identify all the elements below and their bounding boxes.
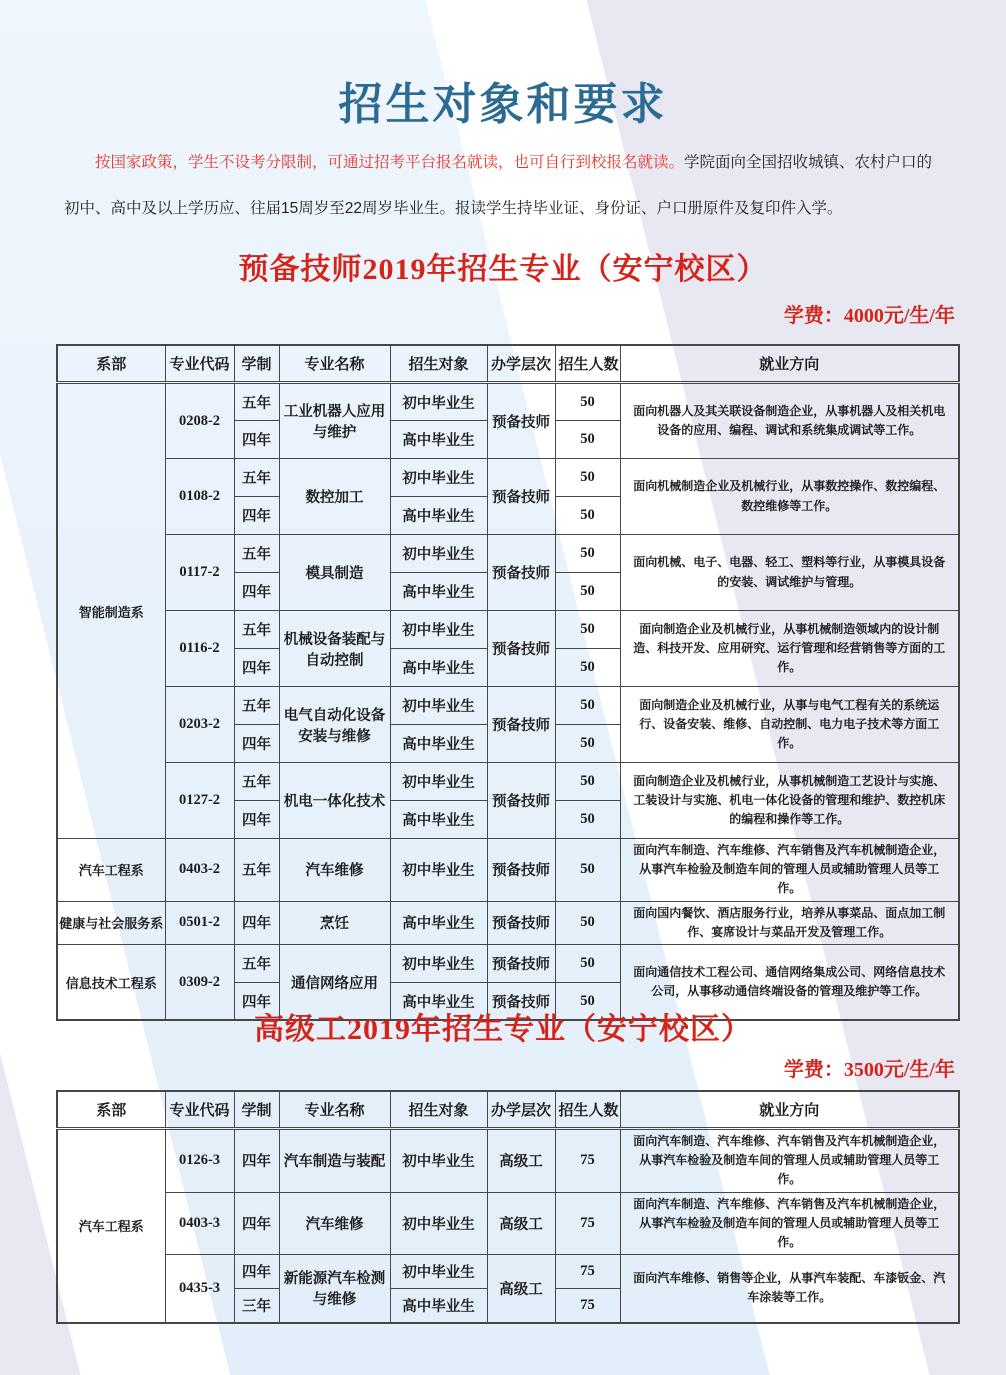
table-cell: 0108-2: [165, 459, 234, 535]
table-cell: 初中毕业生: [390, 1255, 487, 1289]
table-cell: 预备技师: [487, 839, 555, 902]
table-cell: 预备技师: [487, 982, 555, 1020]
table-cell: 预备技师: [487, 535, 555, 611]
department-cell: 汽车工程系: [57, 1129, 165, 1323]
table-cell: 75: [555, 1192, 620, 1255]
header-cell: 学制: [234, 345, 279, 383]
table-cell: 汽车维修: [279, 1192, 390, 1255]
table-cell: 五年: [234, 611, 279, 649]
table-cell: 初中毕业生: [390, 944, 487, 982]
table-cell: 0208-2: [165, 383, 234, 459]
employment-direction-cell: 面向制造企业及机械行业，从事机械制造领域内的设计制造、科技开发、应用研究、运行管理和经营销售等方面的工作。: [620, 611, 959, 687]
employment-direction-cell: 面向制造企业及机械行业，从事机械制造工艺设计与实施、工装设计与实施、机电一体化设备的管理和维护、数控机床的编程和操作等工作。: [620, 763, 959, 839]
table-cell: 初中毕业生: [390, 535, 487, 573]
table-cell: 四年: [234, 801, 279, 839]
table-cell: 0116-2: [165, 611, 234, 687]
table-cell: 50: [555, 901, 620, 944]
table-cell: 50: [555, 573, 620, 611]
table-cell: 初中毕业生: [390, 1192, 487, 1255]
table-cell: 五年: [234, 459, 279, 497]
table-cell: 50: [555, 649, 620, 687]
department-cell: 信息技术工程系: [57, 944, 165, 1020]
table-cell: 0127-2: [165, 763, 234, 839]
table-cell: 0203-2: [165, 687, 234, 763]
table-cell: 高中毕业生: [390, 649, 487, 687]
table-row: [57, 763, 959, 801]
table-cell: 五年: [234, 535, 279, 573]
table-cell: 四年: [234, 1255, 279, 1289]
table-cell: 初中毕业生: [390, 611, 487, 649]
table-cell: 0309-2: [165, 944, 234, 1020]
table-cell: 高级工: [487, 1255, 555, 1323]
table-cell: 0117-2: [165, 535, 234, 611]
table-cell: 高级工: [487, 1192, 555, 1255]
table-row: [57, 535, 959, 573]
employment-direction-cell: 面向汽车制造、汽车维修、汽车销售及汽车机械制造企业，从事汽车检验及制造车间的管理人员或辅助管理人员等工作。: [620, 839, 959, 902]
table-cell: 高级工: [487, 1129, 555, 1193]
tuition-fee-preparatory: 学费：4000元/生/年: [783, 305, 955, 327]
table-cell: 四年: [234, 573, 279, 611]
table-cell: 50: [555, 459, 620, 497]
table-cell: 四年: [234, 497, 279, 535]
table-cell: 五年: [234, 944, 279, 982]
table-cell: 50: [555, 801, 620, 839]
admission-table-senior: [56, 1090, 960, 1324]
table-cell: 汽车制造与装配: [279, 1129, 390, 1193]
table-cell: 75: [555, 1289, 620, 1323]
header-cell: 招生对象: [390, 1091, 487, 1129]
table-row: [57, 459, 959, 497]
table-row: [57, 1192, 959, 1255]
table-cell: 0501-2: [165, 901, 234, 944]
table-cell: 50: [555, 687, 620, 725]
header-cell: 招生对象: [390, 345, 487, 383]
header-cell: 就业方向: [620, 345, 959, 383]
table-cell: 工业机器人应用与维护: [279, 383, 390, 459]
table-cell: 预备技师: [487, 383, 555, 459]
department-cell: 健康与社会服务系: [57, 901, 165, 944]
table-cell: 四年: [234, 1192, 279, 1255]
table-cell: 初中毕业生: [390, 839, 487, 902]
table-cell: 初中毕业生: [390, 687, 487, 725]
header-cell: 专业名称: [279, 1091, 390, 1129]
header-cell: 就业方向: [620, 1091, 959, 1129]
section-title-senior-worker: 高级工2019年招生专业（安宁校区）: [254, 1013, 752, 1046]
employment-direction-cell: 面向汽车制造、汽车维修、汽车销售及汽车机械制造企业，从事汽车检验及制造车间的管理人员或辅助管理人员等工作。: [620, 1192, 959, 1255]
table-cell: 预备技师: [487, 459, 555, 535]
table-cell: 通信网络应用: [279, 944, 390, 1020]
table-cell: 50: [555, 839, 620, 902]
admission-table-preparatory: [56, 344, 960, 1021]
header-cell: 招生人数: [555, 1091, 620, 1129]
table-cell: 预备技师: [487, 901, 555, 944]
tuition-fee-senior: 学费：3500元/生/年: [783, 1059, 955, 1081]
table-row: [57, 944, 959, 982]
table-cell: 高中毕业生: [390, 725, 487, 763]
header-cell: 专业代码: [165, 345, 234, 383]
table-cell: 初中毕业生: [390, 763, 487, 801]
table-cell: 五年: [234, 839, 279, 902]
header-cell: 系部: [57, 1091, 165, 1129]
table-row: [57, 1255, 959, 1289]
table-cell: 机械设备装配与自动控制: [279, 611, 390, 687]
header-cell: 办学层次: [487, 1091, 555, 1129]
table-cell: 0126-3: [165, 1129, 234, 1193]
table-row: [57, 611, 959, 649]
table-cell: 电气自动化设备安装与维修: [279, 687, 390, 763]
table-cell: 四年: [234, 649, 279, 687]
employment-direction-cell: 面向机械制造企业及机械行业，从事数控操作、数控编程、数控维修等工作。: [620, 459, 959, 535]
table-cell: 75: [555, 1255, 620, 1289]
table-cell: 50: [555, 982, 620, 1020]
section-title-preparatory-technician: 预备技师2019年招生专业（安宁校区）: [238, 253, 768, 286]
table-cell: 机电一体化技术: [279, 763, 390, 839]
table-cell: 四年: [234, 725, 279, 763]
intro-red-text: 按国家政策，学生不设考分限制，可通过招考平台报名就读，也可自行到校报名就读。: [95, 154, 685, 171]
header-cell: 招生人数: [555, 345, 620, 383]
table-cell: 烹饪: [279, 901, 390, 944]
table-header-row: [57, 1091, 959, 1129]
department-cell: 智能制造系: [57, 383, 165, 839]
header-cell: 学制: [234, 1091, 279, 1129]
table-cell: 50: [555, 535, 620, 573]
table-cell: 五年: [234, 383, 279, 421]
intro-paragraph: [64, 140, 942, 232]
table-cell: 50: [555, 383, 620, 421]
table-row: [57, 1129, 959, 1193]
table-cell: 高中毕业生: [390, 497, 487, 535]
table-cell: 0435-3: [165, 1255, 234, 1323]
table-header-row: [57, 345, 959, 383]
table-cell: 新能源汽车检测与维修: [279, 1255, 390, 1323]
table-cell: 50: [555, 763, 620, 801]
table-cell: 高中毕业生: [390, 982, 487, 1020]
header-cell: 专业名称: [279, 345, 390, 383]
table-row: [57, 687, 959, 725]
table-cell: 数控加工: [279, 459, 390, 535]
table-cell: 三年: [234, 1289, 279, 1323]
table-cell: 四年: [234, 982, 279, 1020]
table-cell: 预备技师: [487, 611, 555, 687]
header-cell: 办学层次: [487, 345, 555, 383]
table-cell: 初中毕业生: [390, 383, 487, 421]
table-cell: 预备技师: [487, 687, 555, 763]
employment-direction-cell: 面向制造企业及机械行业，从事与电气工程有关的系统运行、设备安装、维修、自动控制、电力电子技术等方面工作。: [620, 687, 959, 763]
table-cell: 预备技师: [487, 944, 555, 982]
header-cell: 专业代码: [165, 1091, 234, 1129]
employment-direction-cell: 面向机器人及其关联设备制造企业，从事机器人及相关机电设备的应用、编程、调试和系统集成调试等工作。: [620, 383, 959, 459]
employment-direction-cell: 面向机械、电子、电器、轻工、塑料等行业，从事模具设备的安装、调试维护与管理。: [620, 535, 959, 611]
department-cell: 汽车工程系: [57, 839, 165, 902]
table-cell: 初中毕业生: [390, 459, 487, 497]
table-cell: 高中毕业生: [390, 801, 487, 839]
table-cell: 四年: [234, 901, 279, 944]
table-cell: 50: [555, 725, 620, 763]
page-title: 招生对象和要求: [338, 80, 668, 129]
table-cell: 高中毕业生: [390, 1289, 487, 1323]
table-row: [57, 839, 959, 902]
table-cell: 高中毕业生: [390, 573, 487, 611]
table-cell: 50: [555, 611, 620, 649]
table-cell: 0403-2: [165, 839, 234, 902]
table-cell: 模具制造: [279, 535, 390, 611]
table-cell: 50: [555, 421, 620, 459]
table-cell: 高中毕业生: [390, 421, 487, 459]
table-cell: 50: [555, 497, 620, 535]
table-cell: 四年: [234, 421, 279, 459]
intro-black-text: 学院面向全国招收城镇、农村户口的初中、高中及以上学历应、往届15周岁至22周岁毕业生。报读学生持毕业证、身份证、户口册原件及复印件入学。: [64, 154, 933, 217]
employment-direction-cell: 面向国内餐饮、酒店服务行业，培养从事菜品、面点加工制作、宴席设计与菜品开发及管理工作。: [620, 901, 959, 944]
table-cell: 五年: [234, 687, 279, 725]
table-cell: 四年: [234, 1129, 279, 1193]
table-cell: 高中毕业生: [390, 901, 487, 944]
table-row: [57, 901, 959, 944]
table-cell: 50: [555, 944, 620, 982]
table-row: [57, 383, 959, 421]
table-cell: 预备技师: [487, 763, 555, 839]
table-cell: 0403-3: [165, 1192, 234, 1255]
table-cell: 五年: [234, 763, 279, 801]
table-cell: 75: [555, 1129, 620, 1193]
employment-direction-cell: 面向通信技术工程公司、通信网络集成公司、网络信息技术公司，从事移动通信终端设备的管理及维护等工作。: [620, 944, 959, 1020]
employment-direction-cell: 面向汽车维修、销售等企业，从事汽车装配、车漆钣金、汽车涂装等工作。: [620, 1255, 959, 1323]
employment-direction-cell: 面向汽车制造、汽车维修、汽车销售及汽车机械制造企业，从事汽车检验及制造车间的管理人员或辅助管理人员等工作。: [620, 1129, 959, 1193]
table-cell: 汽车维修: [279, 839, 390, 902]
header-cell: 系部: [57, 345, 165, 383]
table-cell: 初中毕业生: [390, 1129, 487, 1193]
